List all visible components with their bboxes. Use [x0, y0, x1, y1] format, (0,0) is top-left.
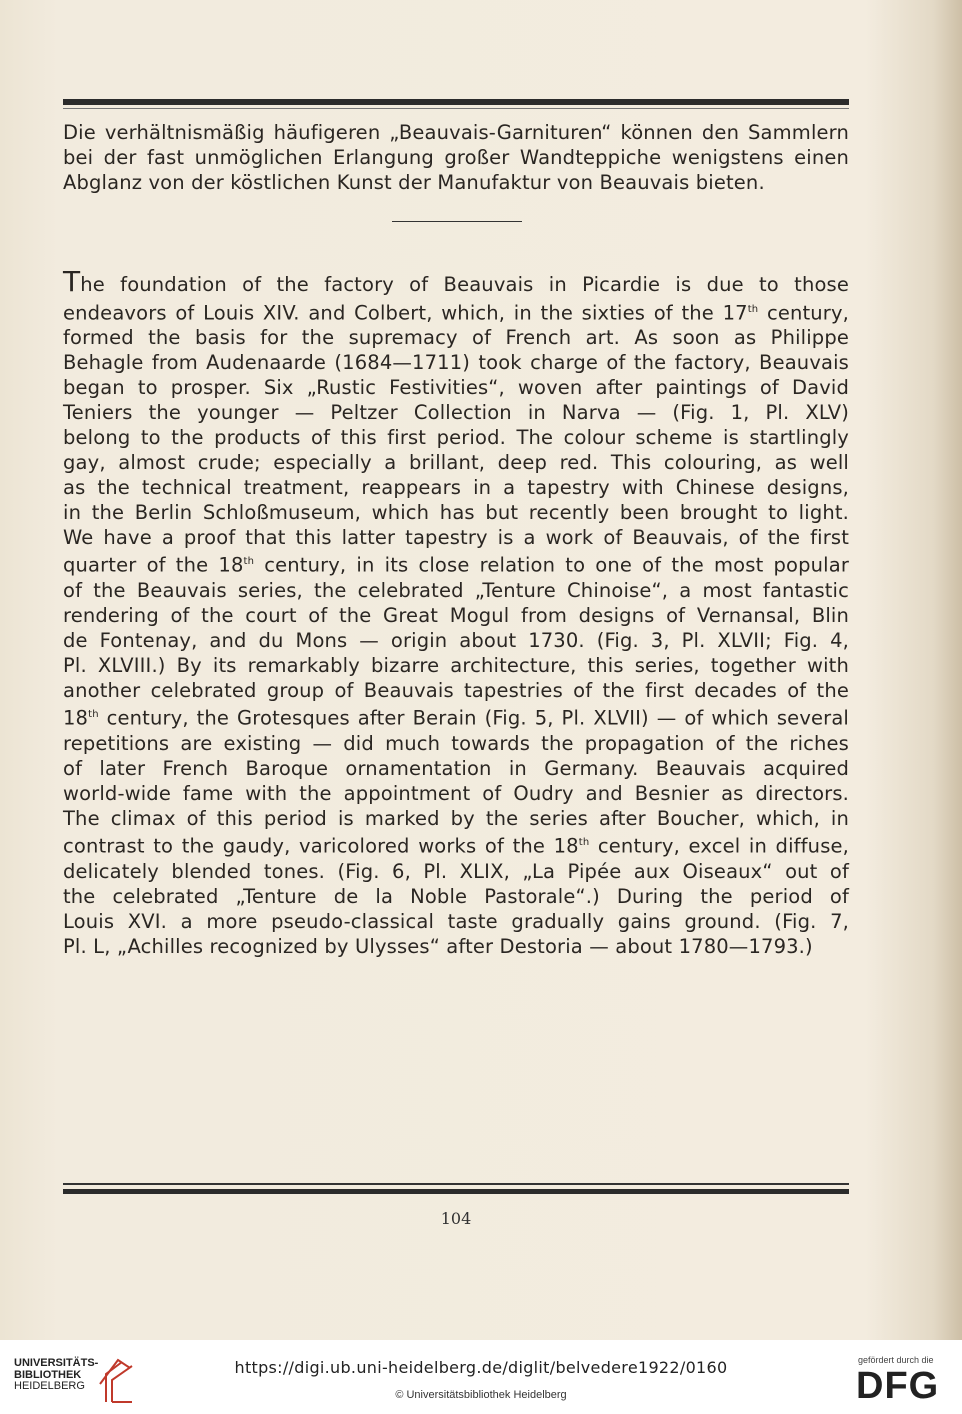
text-line: delicately blended tones. (Fig. 6, Pl. XLIX, „La Pipée aux Oiseaux“ out of [63, 859, 849, 883]
superscript: th [578, 837, 590, 849]
text-span: quarter of the 18 [63, 553, 244, 577]
page-number: 104 [440, 1209, 472, 1228]
text-line: another celebrated group of Beauvais tapestries of the first decades of the [63, 678, 849, 702]
superscript: th [243, 556, 255, 568]
text-line: We have a proof that this latter tapestry is a work of Beauvais, of the first [63, 525, 849, 549]
text-line: of later French Baroque ornamentation in Germany. Beauvais acquired [63, 756, 849, 780]
text-line: the celebrated „Tenture de la Noble Pastorale“.) During the period of [63, 884, 849, 908]
text-span: he foundation of the factory of Beauvais in Picardie is due to those [80, 273, 849, 296]
superscript: th [747, 303, 759, 315]
text-span: century, [758, 301, 850, 325]
text-line: bei der fast unmöglichen Erlangung großer Wandteppiche wenigstens einen [63, 145, 849, 169]
text-line: belong to the products of this first period. The colour scheme is startlingly [63, 425, 849, 449]
text-line: of the Beauvais series, the celebrated „Tenture Chinoise“, a most fantastic [63, 578, 849, 602]
text-line [63, 550, 849, 578]
text-line: gay, almost crude; especially a brillant, deep red. This colouring, as well [63, 450, 849, 474]
text-line: Behagle from Audenaarde (1684—1711) took charge of the factory, Beauvais [63, 351, 849, 375]
english-paragraph [63, 265, 850, 959]
text-span: century, the Grotesques after Berain (Fig. 5, Pl. XLVII) — of which several [98, 706, 849, 730]
text-span: century, excel in diffuse, [589, 834, 849, 858]
text-line: began to prosper. Six „Rustic Festivities“, woven after paintings of David [63, 376, 849, 400]
library-name-line: HEIDELBERG [14, 1380, 85, 1392]
text-line: Abglanz von der köstlichen Kunst der Manufaktur von Beauvais bieten. [63, 170, 765, 194]
text-span: endeavors of Louis XIV. and Colbert, which, in the sixties of the 17 [63, 301, 748, 325]
german-paragraph [63, 121, 849, 196]
text-line: The climax of this period is marked by the series after Boucher, which, in [63, 806, 849, 830]
bottom-rule [63, 1183, 849, 1197]
section-separator [392, 221, 522, 222]
text-span: century, in its close relation to one of the most popular [254, 553, 849, 577]
text-line: world-wide fame with the appointment of Oudry and Besnier as directors. [63, 781, 849, 805]
text-line [63, 298, 849, 326]
library-name-line: UNIVERSITÄTS- [14, 1357, 99, 1369]
text-span: contrast to the gaudy, varicolored works of the 18 [63, 834, 579, 858]
source-url-link[interactable]: https://digi.ub.uni-heidelberg.de/diglit/belvedere1922/0160 [234, 1358, 728, 1377]
text-span: 18 [63, 706, 89, 730]
text-line: rendering of the court of the Great Mogul from designs of Vernansal, Blin [63, 603, 849, 627]
funding-caption: gefördert durch die [858, 1355, 934, 1365]
superscript: th [88, 709, 99, 721]
text-line: as the technical treatment, reappears in a tapestry with Chinese designs, [63, 475, 849, 499]
copyright-notice: © Universitätsbibliothek Heidelberg [395, 1389, 567, 1401]
text-line: Louis XVI. a more pseudo-classical taste gradually gains ground. (Fig. 7, [63, 909, 849, 933]
text-line: de Fontenay, and du Mons — origin about 1730. (Fig. 3, Pl. XLVII; Fig. 4, [63, 628, 849, 652]
text-line: Teniers the younger — Peltzer Collection in Narva — (Fig. 1, Pl. XLV) [63, 401, 849, 425]
text-line [63, 703, 849, 731]
text-line: Pl. XLVIII.) By its remarkably bizarre architecture, this series, together with [63, 653, 849, 677]
text-line [63, 265, 849, 298]
text-line: repetitions are existing — did much towards the propagation of the riches [63, 731, 849, 755]
text-line: in the Berlin Schloßmuseum, which has but recently been brought to light. [63, 500, 849, 524]
text-line: Pl. L, „Achilles recognized by Ulysses“ after Destoria — about 1780—1793.) [63, 934, 813, 958]
footer [0, 1340, 962, 1414]
text-line: Die verhältnismäßig häufigeren „Beauvais-Garnituren“ können den Sammlern [63, 121, 849, 144]
drop-cap: T [63, 265, 81, 298]
top-rule [63, 99, 849, 105]
text-line: formed the basis for the supremacy of French art. As soon as Philippe [63, 326, 849, 350]
dfg-logo[interactable]: DFG [856, 1365, 940, 1407]
library-name-line: BIBLIOTHEK [14, 1368, 82, 1381]
text-line [63, 831, 849, 859]
